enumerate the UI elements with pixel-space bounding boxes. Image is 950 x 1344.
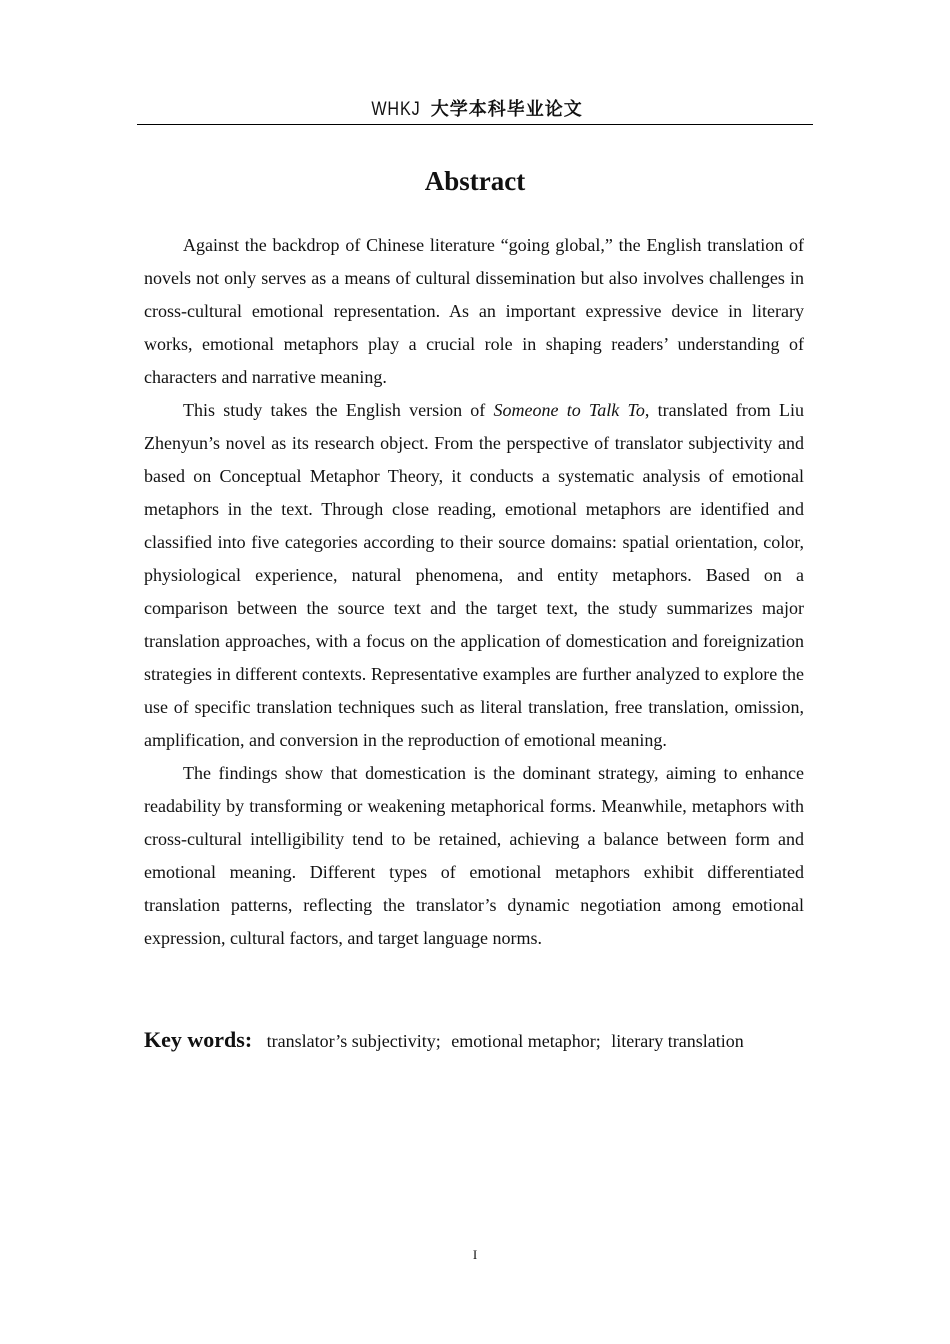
paragraph-2-rest: , translated from Liu Zhenyun’s novel as its research object. From the perspective of translator subjectivity and based on Conceptual Metaphor Theory, it conducts a systematic analysis of emotional metaphors in the text. Through close reading, emotional metaphors are identified and classified into five categories according to their source domains: spatial orientation, color, physiological experience, natural phenomena, and entity metaphors. Based on a comparison between the source text and the target text, the study summarizes major translation approaches, with a focus on the application of domestication and foreignization strategies in different contexts. Representative examples are further analyzed to explore the use of specific translation techniques such as literal translation, free translation, omission, amplification, and conversion in the reproduction of emotional meaning. [144,400,804,750]
abstract-paragraph-2 [144,394,804,757]
keyword-item: emotional metaphor; [451,1031,601,1051]
abstract-title: Abstract [424,166,526,196]
abstract-paragraph-3: The findings show that domestication is the dominant strategy, aiming to enhance readability by transforming or weakening metaphorical forms. Meanwhile, metaphors with cross-cultural intelligibility tend to be retained, achieving a balance between form and emotional meaning. Different types of emotional metaphors exhibit differentiated translation patterns, reflecting the translator’s dynamic negotiation among emotional expression, cultural factors, and target language norms. [144,763,804,948]
abstract-paragraph-1: Against the backdrop of Chinese literature “going global,” the English translation of novels not only serves as a means of cultural dissemination but also involves challenges in cross-cultural emotional representation. As an important expressive device in literary works, emotional metaphors play a crucial role in shaping readers’ understanding of characters and narrative meaning. [144,235,804,387]
running-header [137,96,813,125]
paragraph-2-intro: This study takes the English version of [183,400,494,420]
novel-title: Someone to Talk To [493,400,645,420]
header-latin: WHKJ [371,99,421,120]
keyword-item: translator’s subjectivity; [266,1031,441,1051]
keyword-item: literary translation [611,1031,744,1051]
header-cjk: 大学本科毕业论文 [430,99,583,120]
abstract-body [144,229,804,955]
page-number: I [472,1247,478,1262]
keywords-label: Key words: [144,1027,253,1052]
keywords-line [144,1024,804,1057]
